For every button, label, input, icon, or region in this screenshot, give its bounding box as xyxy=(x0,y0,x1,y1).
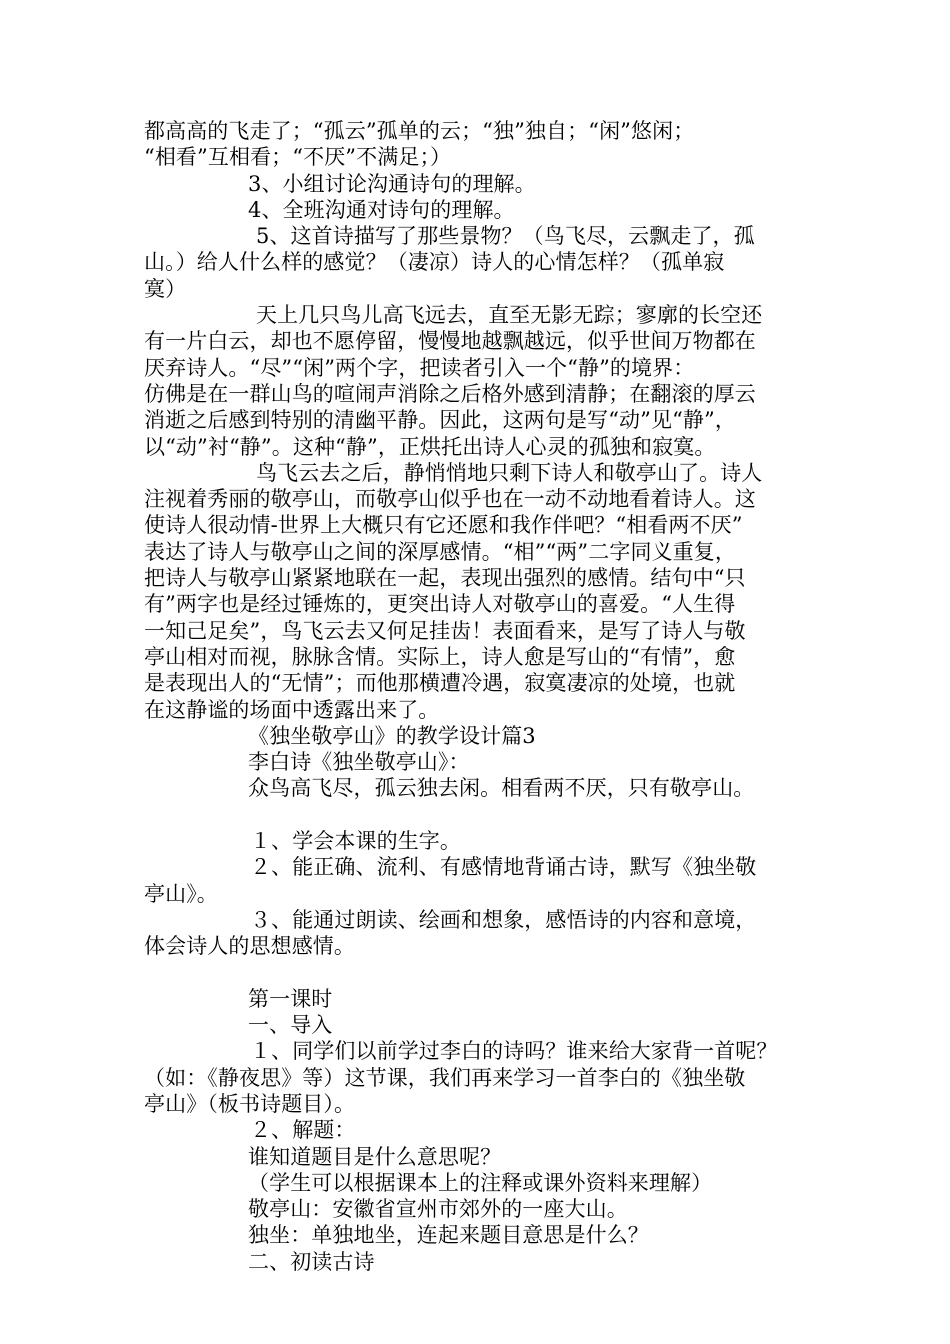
text-line: 鸟飞云去之后，静悄悄地只剩下诗人和敬亭山了。诗人 xyxy=(256,460,763,485)
text-line: １、同学们以前学过李白的诗吗？谁来给大家背一首呢？ xyxy=(250,1039,778,1064)
text-line: １、学会本课的生字。 xyxy=(250,829,461,854)
text-line: 体会诗人的思想感情。 xyxy=(144,934,355,959)
section-heading: 二、初读古诗 xyxy=(248,1249,375,1274)
text-line: 山。）给人什么样的感觉？（凄凉）诗人的心情怎样？（孤单寂 xyxy=(144,250,725,275)
document-page xyxy=(144,118,810,1275)
text-line: 仿佛是在一群山鸟的喧闹声消除之后格外感到清静；在翻滚的厚云 xyxy=(144,381,756,406)
text-line: 在这静谧的场面中透露出来了。 xyxy=(144,697,440,722)
blank-line xyxy=(144,960,810,986)
text-line: 敬亭山：安徽省宣州市郊外的一座大山。 xyxy=(248,1197,628,1222)
text-line: 寞） xyxy=(144,276,187,301)
text-line: 是表现出人的“无情”；而他那横遭冷遇，寂寞凄凉的处境，也就 xyxy=(144,671,736,696)
text-line: 李白诗《独坐敬亭山》： xyxy=(248,750,470,775)
blank-line xyxy=(144,802,810,828)
text-line: 有一片白云，却也不愿停留，慢慢地越飘越远，似乎世间万物都在 xyxy=(144,329,756,354)
text-line: 使诗人很动情-世界上大概只有它还愿和我作伴吧？“相看两不厌” xyxy=(144,513,743,538)
text-line: 亭山》。 xyxy=(144,881,218,906)
text-line: 亭山》（板书诗题目）。 xyxy=(144,1091,356,1116)
text-line: （学生可以根据课本上的注释或课外资料来理解） xyxy=(248,1170,713,1195)
text-line: 3、小组讨论沟通诗句的理解。 xyxy=(248,171,536,196)
text-line: 厌弃诗人。“尽”“闲”两个字，把读者引入一个“静”的境界： xyxy=(144,355,695,380)
poem-line: 众鸟高飞尽，孤云独去闲。相看两不厌，只有敬亭山。 xyxy=(248,776,755,801)
section-title: 《独坐敬亭山》的教学设计篇3 xyxy=(248,723,536,748)
text-line: 天上几只鸟儿高飞远去，直至无影无踪；寥廓的长空还 xyxy=(256,303,763,328)
text-line: 谁知道题目是什么意思呢？ xyxy=(248,1144,502,1169)
text-line: “相看”互相看；“不厌”不满足；） xyxy=(144,145,452,170)
text-line: 独坐：单独地坐，连起来题目意思是什么？ xyxy=(248,1223,649,1248)
text-line: ３、能通过朗读、绘画和想象，感悟诗的内容和意境， xyxy=(250,907,757,932)
text-line: 有”两字也是经过锤炼的，更突出诗人对敬亭山的喜爱。“人生得 xyxy=(144,592,736,617)
text-line: ２、能正确、流利、有感情地背诵古诗，默写《独坐敬 xyxy=(250,855,757,880)
text-line: （如：《静夜思》等）这节课，我们再来学习一首李白的《独坐敬 xyxy=(144,1065,746,1090)
lesson-heading: 第一课时 xyxy=(248,986,333,1011)
text-line: 把诗人与敬亭山紧紧地联在一起，表现出强烈的感情。结句中“只 xyxy=(144,566,746,591)
text-line: 4、全班沟通对诗句的理解。 xyxy=(248,197,515,222)
text-line: ２、解题： xyxy=(250,1118,356,1143)
text-line: 以“动”衬“静”。这种“静”，正烘托出诗人心灵的孤独和寂寞。 xyxy=(144,434,716,459)
text-line: 一知己足矣”，鸟飞云去又何足挂齿！表面看来，是写了诗人与敬 xyxy=(144,618,746,643)
text-line: 消逝之后感到特别的清幽平静。因此，这两句是写“动”见“静”， xyxy=(144,408,736,433)
text-line: 表达了诗人与敬亭山之间的深厚感情。“相”“两”二字同义重复， xyxy=(144,539,736,564)
text-line: 亭山相对而视，脉脉含情。实际上，诗人愈是写山的“有情”，愈 xyxy=(144,644,736,669)
text-line: 5、这首诗描写了那些景物？（鸟飞尽，云飘走了，孤 xyxy=(256,224,755,249)
section-heading: 一、导入 xyxy=(248,1013,333,1038)
text-line: 都高高的飞走了；“孤云”孤单的云；“独”独自；“闲”悠闲； xyxy=(144,119,695,143)
text-line: 注视着秀丽的敬亭山，而敬亭山似乎也在一动不动地看着诗人。这 xyxy=(144,487,756,512)
